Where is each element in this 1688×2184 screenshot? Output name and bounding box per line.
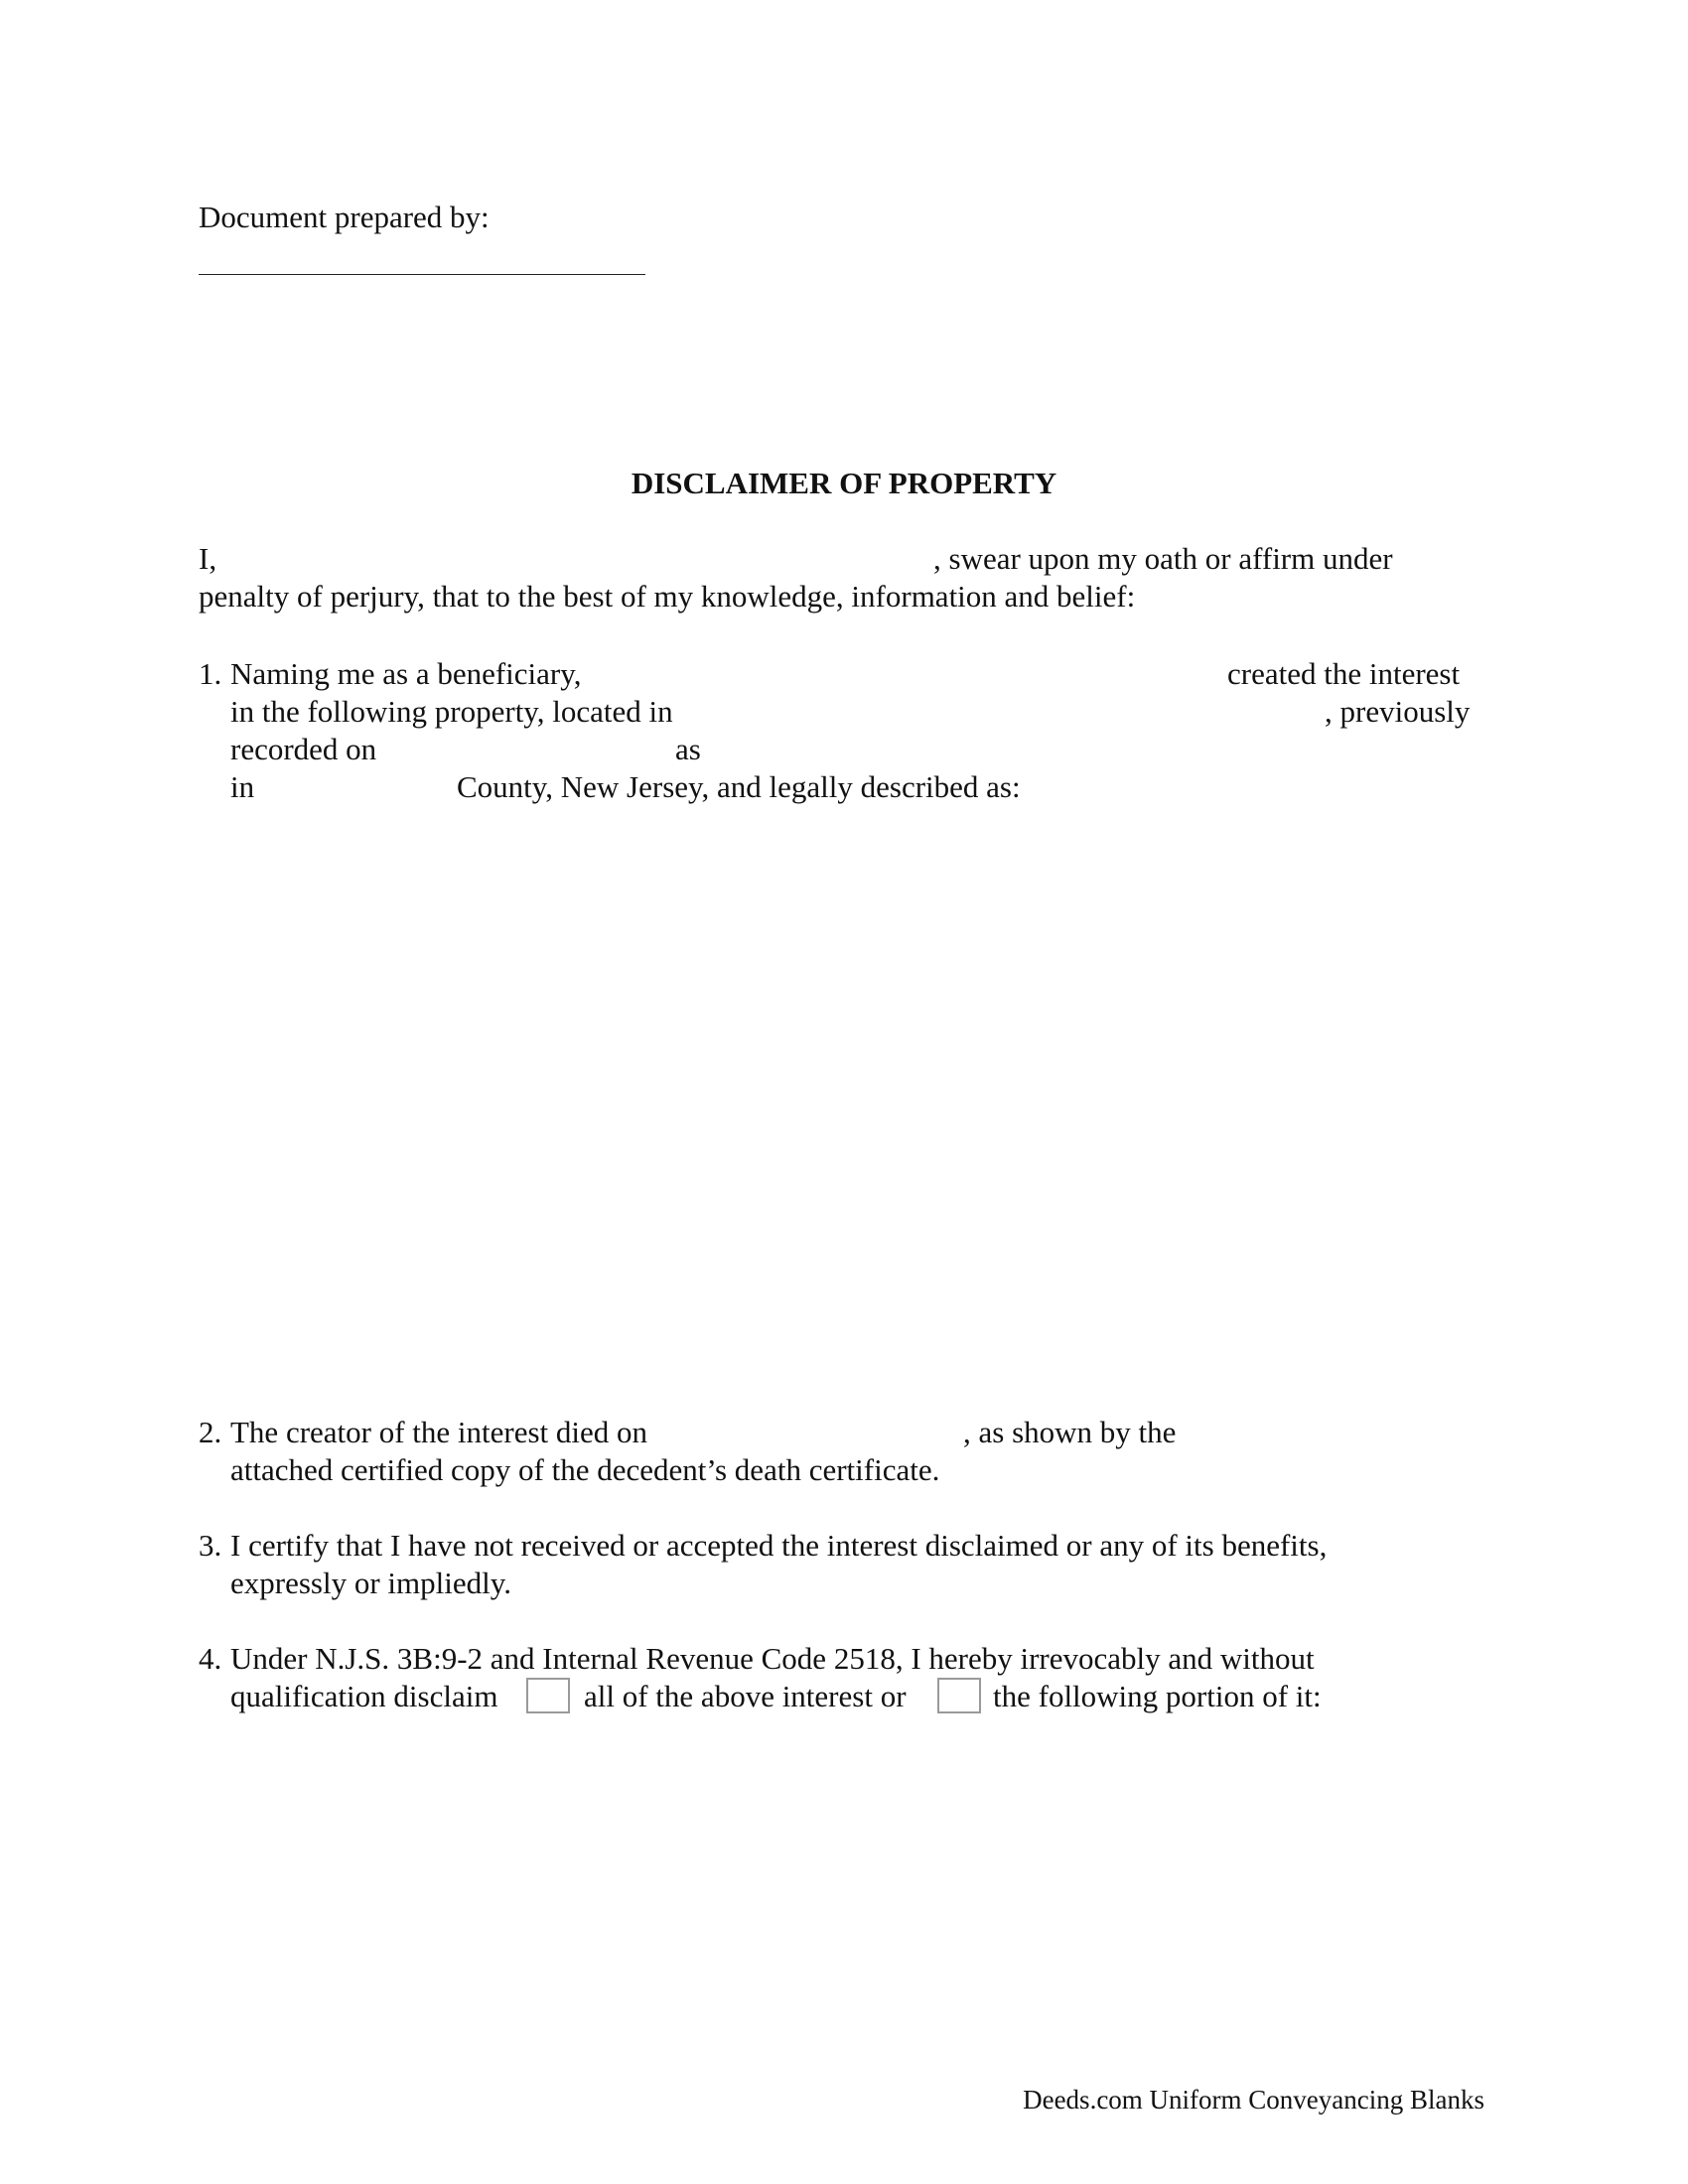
- item-3-line-2: expressly or impliedly.: [230, 1566, 511, 1600]
- intro-line-2: penalty of perjury, that to the best of my knowledge, information and belief:: [199, 579, 1136, 614]
- item-2-number: 2.: [199, 1415, 222, 1449]
- prepared-by-label: Document prepared by:: [199, 200, 490, 234]
- item-2-line-1-suffix: , as shown by the: [963, 1415, 1177, 1449]
- disclaim-all-label: all of the above interest or: [584, 1679, 907, 1713]
- footer-brand: Deeds.com Uniform Conveyancing Blanks: [1023, 2085, 1484, 2115]
- intro-prefix: I,: [199, 541, 217, 576]
- item-1-line-3-prefix: recorded on: [230, 732, 377, 766]
- item-2-line-2: attached certified copy of the decedent’s death certificate.: [230, 1452, 940, 1487]
- item-4-line-2-prefix: qualification disclaim: [230, 1679, 498, 1713]
- item-1-line-1-prefix: Naming me as a beneficiary,: [230, 656, 582, 691]
- disclaim-portion-checkbox[interactable]: [937, 1678, 981, 1713]
- item-1-line-4-suffix: County, New Jersey, and legally described as:: [457, 769, 1021, 804]
- item-1-line-3-suffix: as: [675, 732, 701, 766]
- item-3-number: 3.: [199, 1528, 222, 1563]
- disclaim-all-checkbox[interactable]: [526, 1678, 570, 1713]
- item-4-number: 4.: [199, 1641, 222, 1676]
- item-1-line-2-prefix: in the following property, located in: [230, 694, 673, 729]
- item-2-line-1-prefix: The creator of the interest died on: [230, 1415, 648, 1449]
- item-1-line-4-prefix: in: [230, 769, 255, 804]
- item-1-number: 1.: [199, 656, 222, 691]
- disclaim-portion-label: the following portion of it:: [993, 1679, 1322, 1713]
- item-4-line-1: Under N.J.S. 3B:9-2 and Internal Revenue Code 2518, I hereby irrevocably and without: [230, 1641, 1315, 1676]
- document-title: DISCLAIMER OF PROPERTY: [631, 466, 1057, 500]
- prepared-by-signature-line[interactable]: [199, 274, 645, 275]
- item-3-line-1: I certify that I have not received or accepted the interest disclaimed or any of its benefits,: [230, 1528, 1328, 1563]
- item-1-line-1-suffix: created the interest: [1227, 656, 1461, 691]
- intro-suffix: , swear upon my oath or affirm under: [933, 541, 1393, 576]
- item-1-line-2-suffix: , previously: [1325, 694, 1471, 729]
